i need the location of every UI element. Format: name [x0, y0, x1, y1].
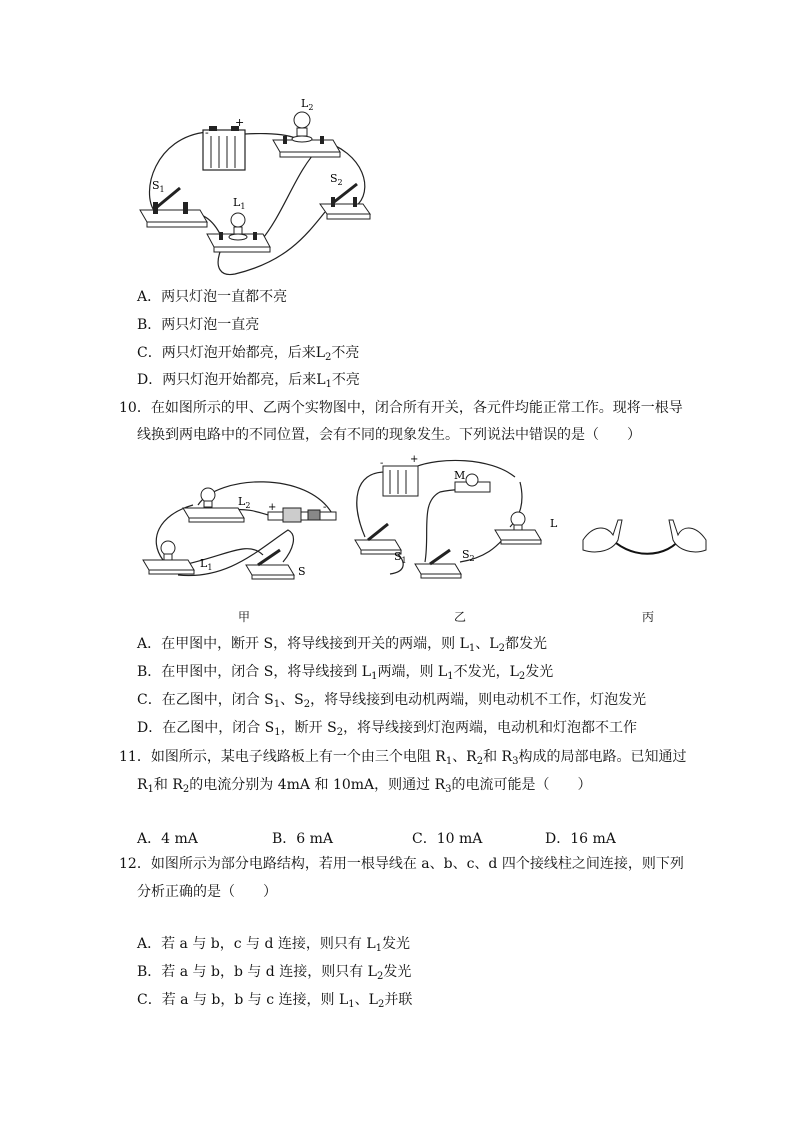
q9-s2-label: $S_2$: [330, 172, 343, 187]
q10-yi-m-label: M: [454, 469, 466, 482]
q12-stem-line1: 12．如图所示为部分电路结构，若用一根导线在 a、b、c、d 四个接线柱之间连接，则下列: [119, 856, 684, 872]
q10-jia-minus: -: [323, 502, 327, 513]
q10-option-a: A．在甲图中，断开 S，将导线接到开关的两端，则 $L_1$、$L_2$都发光: [137, 636, 547, 654]
q10-yi-minus: -: [380, 458, 384, 469]
q10-caption-yi: 乙: [454, 610, 467, 624]
q12-option-b: B．若 a 与 b，b 与 d 连接，则只有 $L_2$发光: [137, 964, 412, 982]
q9-l2-label: $L_2$: [301, 97, 314, 112]
q9-minus-label: -: [205, 126, 209, 139]
q9-option-a: A．两只灯泡一直都不亮: [137, 289, 288, 305]
q11-choice-c: C．10 mA: [412, 831, 483, 847]
q11-choice-b: B．6 mA: [272, 831, 334, 847]
q10-stem-line2: 线换到两电路中的不同位置，会有不同的现象发生。下列说法中错误的是（ ）: [137, 427, 641, 443]
q10-caption-jia: 甲: [238, 610, 251, 624]
q10-yi-s1-label: $S_1$: [394, 550, 407, 565]
q10-jia-plus: +: [268, 502, 277, 513]
q9-l1-label: $L_1$: [233, 196, 246, 211]
q10-option-b: B．在甲图中，闭合 S，将导线接到 $L_1$两端，则 $L_1$不发光，$L_2$发光: [137, 664, 554, 682]
q10-figure-jia: [138, 470, 348, 590]
q9-s1-label: $S_1$: [152, 179, 165, 194]
q10-figure-yi: [350, 452, 565, 590]
q10-stem-line1: 10．在如图所示的甲、乙两个实物图中，闭合所有开关，各元件均能正常工作。现将一根导: [119, 400, 683, 416]
q10-yi-s2-label: $S_2$: [462, 548, 475, 563]
q10-caption-bing: 丙: [642, 610, 655, 624]
q12-option-a: A．若 a 与 b，c 与 d 连接，则只有 $L_1$发光: [137, 936, 411, 954]
q10-jia-l1-label: $L_1$: [200, 557, 213, 572]
q9-option-c: C．两只灯泡开始都亮，后来$L_2$不亮: [137, 345, 360, 363]
q9-option-d: D．两只灯泡开始都亮，后来$L_1$不亮: [137, 372, 360, 390]
q10-yi-plus: +: [410, 454, 419, 465]
q10-option-d: D．在乙图中，闭合 $S_1$，断开 $S_2$，将导线接到灯泡两端，电动机和灯泡都不工作: [137, 720, 638, 738]
q11-stem-line1: 11．如图所示，某电子线路板上有一个由三个电阻 $R_1$、$R_2$和 $R_3$构成的局部电路。已知通过: [119, 749, 687, 767]
q11-stem-line2: $R_1$和 $R_2$的电流分别为 4mA 和 10mA，则通过 $R_3$的电流可能是（ ）: [137, 777, 592, 795]
q12-option-c: C．若 a 与 b，b 与 c 连接，则 $L_1$、$L_2$并联: [137, 992, 413, 1010]
q10-option-c: C．在乙图中，闭合 $S_1$、$S_2$，将导线接到电动机两端，则电动机不工作，灯泡发光: [137, 692, 647, 710]
q11-choice-a: A．4 mA: [137, 831, 198, 847]
q10-yi-l-label: L: [550, 517, 558, 530]
q10-jia-s-label: S: [298, 565, 306, 578]
q9-option-b: B．两只灯泡一直亮: [137, 317, 260, 333]
q9-circuit-figure: [135, 92, 380, 282]
q11-choice-d: D．16 mA: [545, 831, 616, 847]
q10-figure-bing: [578, 505, 713, 565]
q9-plus-label: +: [235, 116, 245, 129]
q10-jia-l2-label: $L_2$: [238, 495, 251, 510]
q12-stem-line2: 分析正确的是（ ）: [137, 884, 277, 900]
